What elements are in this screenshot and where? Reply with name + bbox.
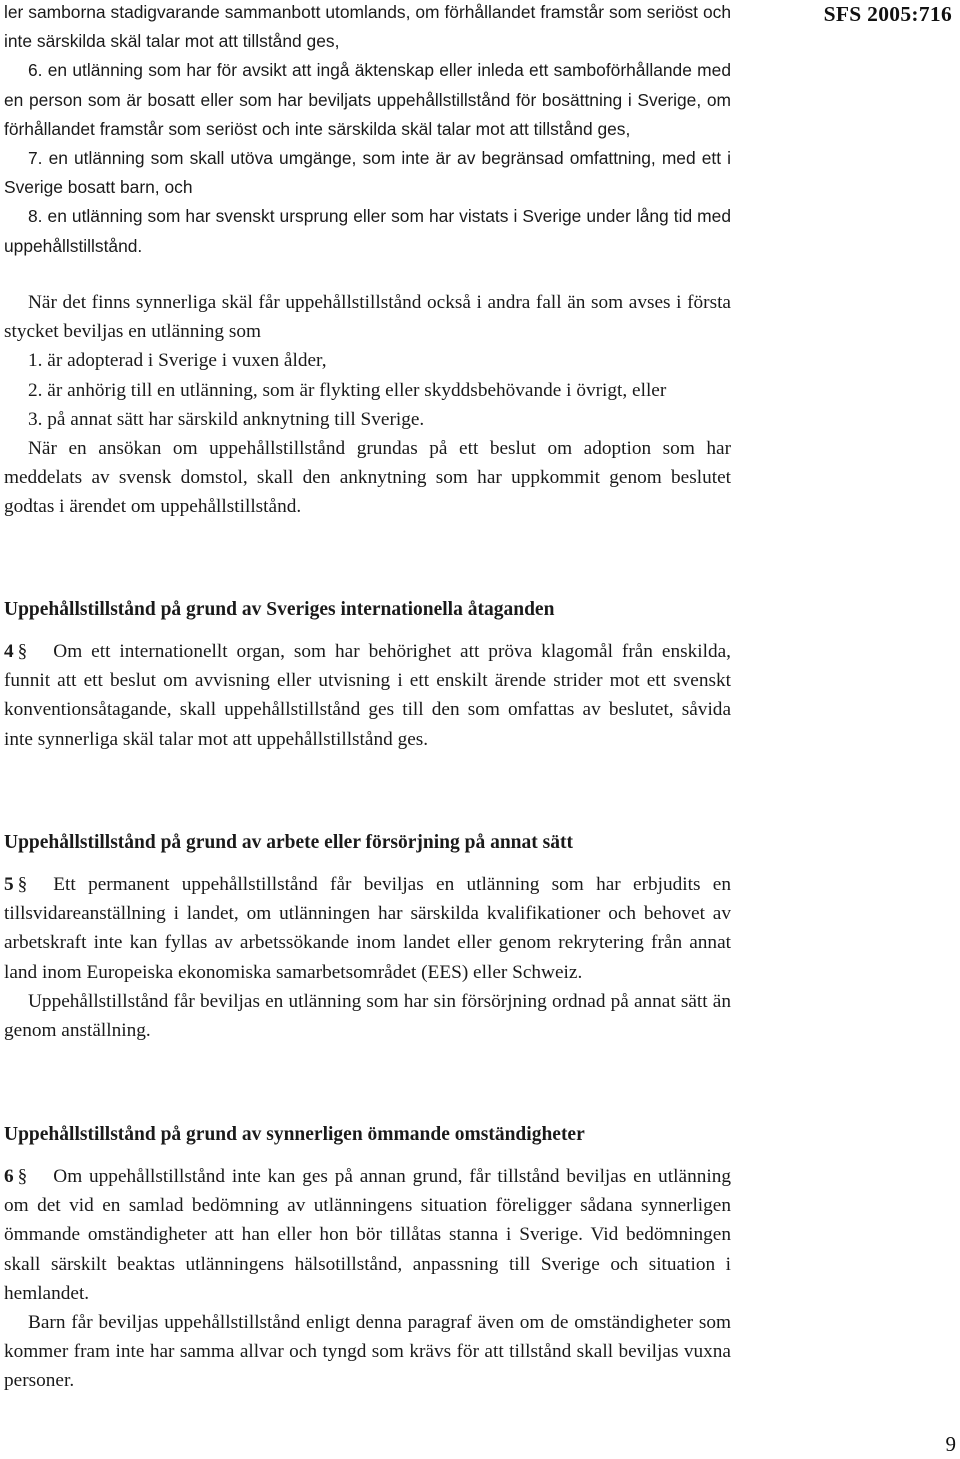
section-text: Om uppehållstillstånd inte kan ges på annan grund, får tillstånd beviljas en utlänning om det vid en samlad bedömning av utlänningens situation föreligger sådana synnerligen ömmande omständigheter att han eller hon bör tillåtas stanna i Sverige. Vid bedömningen skall särskilt beaktas utlänningens hälsotillstånd, anpassning till Sverige och situation i hemlandet. (4, 1166, 731, 1304)
list-item: 6. en utlänning som har för avsikt att ingå äktenskap eller inleda ett samboförhållande med en person som är bosatt eller som har beviljats uppehållstillstånd för bosättning i Sverige, om förhållandet framstår som seriöst och inte särskilda skäl talar mot att tillstånd ges, (4, 60, 731, 139)
section-6 (4, 1162, 731, 1396)
section-heading: Uppehållstillstånd på grund av arbete eller försörjning på annat sätt (4, 832, 573, 853)
section-number: 5 (4, 874, 14, 895)
list-item: 3. på annat sätt har särskild anknytning till Sverige. (28, 408, 425, 430)
paragraph (4, 870, 731, 987)
list-item: 8. en utlänning som har svenskt ursprung eller som har vistats i Sverige under lång tid med uppehållstillstånd. (4, 206, 731, 256)
paragraph: När det finns synnerliga skäl får uppehållstillstånd också i andra fall än som avses i första stycket beviljas en utlänning som (4, 292, 731, 343)
page-number: 9 (945, 1432, 956, 1456)
section-symbol: § (17, 874, 28, 895)
section-5 (4, 870, 731, 1045)
list-item: 7. en utlänning som skall utöva umgänge, som inte är av begränsad omfattning, med ett i Sverige bosatt barn, och (4, 148, 731, 198)
section-heading: Uppehållstillstånd på grund av Sveriges internationella åtaganden (4, 599, 555, 620)
section-number: 4 (4, 641, 14, 662)
block-2 (4, 288, 731, 522)
paragraph (4, 1162, 731, 1308)
section-symbol: § (17, 1166, 28, 1187)
paragraph: Uppehållstillstånd får beviljas en utlänning som har sin försörjning ordnad på annat sätt än genom anställning. (4, 990, 731, 1042)
section-4 (4, 637, 731, 754)
paragraph: Barn får beviljas uppehållstillstånd enligt denna paragraf även om de omständigheter som kommer fram inte har samma allvar och tyngd som krävs för att tillstånd skall beviljas vuxna personer. (4, 1312, 731, 1392)
section-symbol: § (17, 641, 28, 662)
section-heading: Uppehållstillstånd på grund av synnerligen ömmande omständigheter (4, 1124, 585, 1145)
paragraph: När en ansökan om uppehållstillstånd grundas på ett beslut om adoption som har meddelats av svensk domstol, skall den anknytning som har uppkommit genom beslutet godtas i ärendet om uppehållstillstånd. (4, 438, 731, 518)
section-text: Ett permanent uppehållstillstånd får beviljas en utlänning som har erbjudits en tillsvidareanställning i landet, om utlänningen har särskilda kvalifikationer och behovet av arbetskraft inte kan fyllas av arbetssökande inom landet eller genom rekrytering från annat land inom Europeiska ekonomiska samarbetsområdet (EES) eller Schweiz. (4, 874, 731, 983)
section-number: 6 (4, 1166, 14, 1187)
list-item: 2. är anhörig till en utlänning, som är flykting eller skyddsbehövande i övrigt, eller (28, 379, 667, 401)
sfs-reference: SFS 2005:716 (823, 2, 952, 26)
top-block (4, 0, 731, 261)
list-item: 1. är adopterad i Sverige i vuxen ålder, (28, 350, 327, 372)
paragraph (4, 637, 731, 754)
paragraph: ler samborna stadigvarande sammanbott utomlands, om förhållandet framstår som seriöst och inte särskilda skäl talar mot att tillstånd ges, (4, 2, 731, 52)
section-text: Om ett internationellt organ, som har behörighet att pröva klagomål från enskilda, funnit att ett beslut om avvisning eller utvisning i ett enskilt ärende strider mot ett svenskt konventionsåtagande, skall uppehållstillstånd ges till den som omfattas av beslutet, såvida inte synnerliga skäl talar mot att uppehållstillstånd ges. (4, 641, 731, 750)
